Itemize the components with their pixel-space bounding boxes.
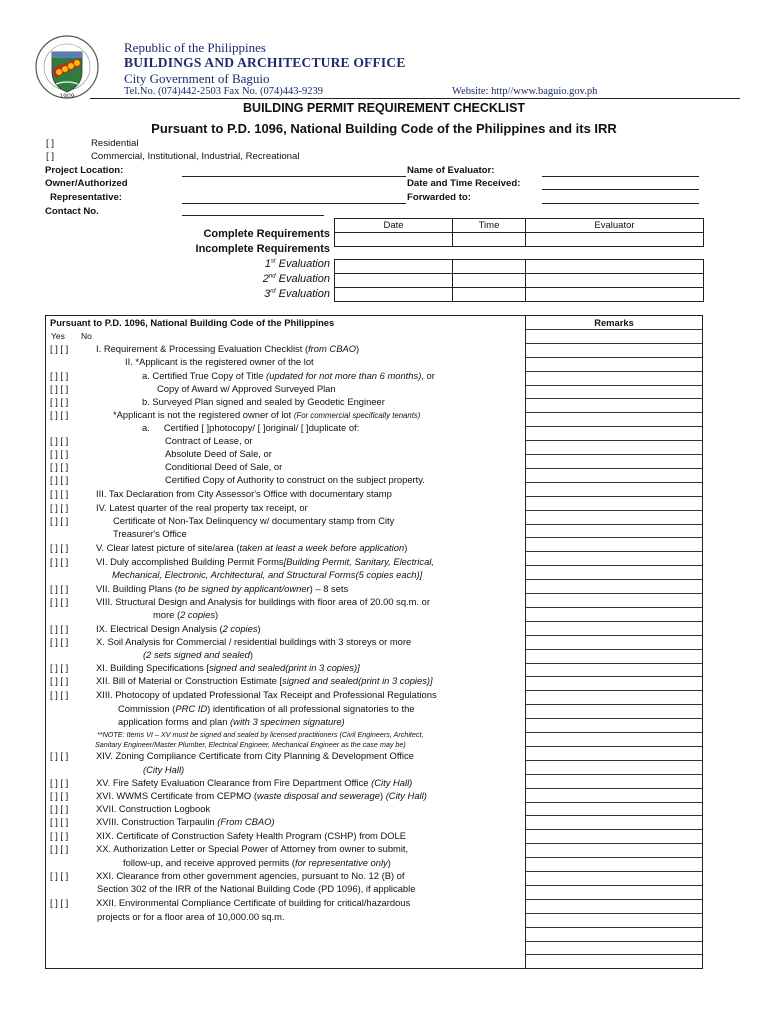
- remarks-line[interactable]: [525, 649, 703, 650]
- remarks-line[interactable]: [525, 774, 703, 775]
- remarks-line[interactable]: [525, 385, 703, 386]
- remarks-line[interactable]: [525, 607, 703, 608]
- remarks-line[interactable]: [525, 593, 703, 594]
- checklist-item-2a-award: [ ] [ ] Copy of Award w/ Approved Surveyed Plan: [50, 383, 336, 394]
- checklist-item-7: [ ] [ ] VII. Building Plans (to be signed by applicant/owner) – 8 sets: [50, 583, 349, 594]
- complete-time-cell[interactable]: [453, 233, 526, 247]
- checklist-item-6: [ ] [ ] VI. Duly accomplished Building Permit Forms[Building Permit, Sanitary, Electrical,: [50, 556, 434, 567]
- checklist-item-4: [ ] [ ] IV. Latest quarter of the real property tax receipt, or: [50, 502, 308, 513]
- remarks-line[interactable]: [525, 468, 703, 469]
- eval1-date-cell[interactable]: [335, 260, 453, 274]
- page-subtitle: Pursuant to P.D. 1096, National Building Code of the Philippines and its IRR: [151, 121, 617, 136]
- label-evaluation-1: 1st Evaluation: [264, 258, 330, 270]
- owner-representative-field[interactable]: [182, 203, 406, 204]
- checklist-item-17: [ ] [ ] XVII. Construction Logbook: [50, 803, 211, 814]
- header-website[interactable]: Website: http//www.baguio.gov.ph: [452, 86, 598, 97]
- checklist-item-13: [ ] [ ] XIII. Photocopy of updated Professional Tax Receipt and Professional Regulations: [50, 689, 437, 700]
- no-header: No: [81, 331, 92, 341]
- checklist-item-1: [ ] [ ] I. Requirement & Processing Evaluation Checklist (from CBAO): [50, 343, 360, 354]
- remarks-line[interactable]: [525, 871, 703, 872]
- remarks-line[interactable]: [525, 357, 703, 358]
- eval3-date-cell[interactable]: [335, 288, 453, 302]
- label-complete-requirements: Complete Requirements: [203, 228, 330, 240]
- remarks-line[interactable]: [525, 788, 703, 789]
- remarks-line[interactable]: [525, 885, 703, 886]
- remarks-line[interactable]: [525, 524, 703, 525]
- remarks-line[interactable]: [525, 676, 703, 677]
- remarks-line[interactable]: [525, 718, 703, 719]
- forwarded-to-field[interactable]: [542, 203, 699, 204]
- remarks-line[interactable]: [525, 829, 703, 830]
- label-owner: Owner/Authorized: [45, 178, 128, 189]
- col-header-date: Date: [335, 219, 453, 233]
- city-seal-logo: [34, 34, 100, 100]
- remarks-line[interactable]: [525, 398, 703, 399]
- checkbox-commercial[interactable]: [ ]: [46, 151, 54, 162]
- checklist-item-3: [ ] [ ] III. Tax Declaration from City Assessor's Office with documentary stamp: [50, 488, 392, 499]
- checklist-item-21b: Section 302 of the IRR of the National Building Code (PD 1096), if applicable: [97, 883, 416, 894]
- checklist-item-4c: Treasurer's Office: [113, 528, 187, 539]
- project-location-field[interactable]: [182, 176, 406, 177]
- checklist-item-10: [ ] [ ] X. Soil Analysis for Commercial / residential buildings with 3 storeys or more: [50, 636, 412, 647]
- checklist-item-2c: [ ] [ ] *Applicant is not the registered owner of lot (For commercial specifically tenants): [50, 409, 421, 420]
- checklist-item-2d: a. Certified [ ]photocopy/ [ ]original/ [ ]duplicate of:: [142, 422, 360, 433]
- note-line-1: **NOTE: Items VI – XV must be signed and sealed by licensed practitioners (Civil Engineers, Architect,: [97, 730, 424, 739]
- label-evaluator-name: Name of Evaluator:: [407, 165, 495, 176]
- remarks-line[interactable]: [525, 537, 703, 538]
- remarks-line[interactable]: [525, 899, 703, 900]
- remarks-line[interactable]: [525, 732, 703, 733]
- remarks-line[interactable]: [525, 927, 703, 928]
- checklist-item-22: [ ] [ ] XXII. Environmental Compliance Certificate of building for critical/hazardous: [50, 897, 411, 908]
- checklist-item-5: [ ] [ ] V. Clear latest picture of site/area (taken at least a week before application): [50, 542, 408, 553]
- checklist-item-20b: follow-up, and receive approved permits (for representative only): [123, 857, 391, 868]
- complete-date-cell[interactable]: [335, 233, 453, 247]
- checklist-item-15: [ ] [ ] XV. Fire Safety Evaluation Clearance from Fire Department Office (City Hall): [50, 777, 413, 788]
- checklist-item-19: [ ] [ ] XIX. Certificate of Construction Safety Health Program (CSHP) from DOLE: [50, 830, 407, 841]
- remarks-line[interactable]: [525, 454, 703, 455]
- checklist-item-conditional-deed: [ ] [ ] Conditional Deed of Sale, or: [50, 461, 283, 472]
- checklist-item-22b: projects or for a floor area of 10,000.00 sq.m.: [97, 911, 285, 922]
- remarks-line[interactable]: [525, 621, 703, 622]
- remarks-line[interactable]: [525, 482, 703, 483]
- remarks-line[interactable]: [525, 440, 703, 441]
- label-representative: Representative:: [50, 192, 122, 203]
- remarks-line[interactable]: [525, 579, 703, 580]
- eval2-evaluator-cell[interactable]: [526, 274, 704, 288]
- header-contact: Tel.No. (074)442-2503 Fax No. (074)443-9239: [124, 86, 324, 97]
- remarks-header: Remarks: [594, 317, 634, 328]
- remarks-line[interactable]: [525, 496, 703, 497]
- checklist-item-9: [ ] [ ] IX. Electrical Design Analysis (2 copies): [50, 623, 261, 634]
- checklist-item-14: [ ] [ ] XIV. Zoning Compliance Certificate from City Planning & Development Office: [50, 750, 414, 761]
- col-header-evaluator: Evaluator: [526, 219, 704, 233]
- remarks-line[interactable]: [525, 843, 703, 844]
- remarks-line[interactable]: [525, 551, 703, 552]
- page-title: BUILDING PERMIT REQUIREMENT CHECKLIST: [243, 101, 525, 115]
- evaluator-name-field[interactable]: [542, 176, 699, 177]
- remarks-line[interactable]: [525, 746, 703, 747]
- eval1-evaluator-cell[interactable]: [526, 260, 704, 274]
- label-commercial: Commercial, Institutional, Industrial, Recreational: [91, 151, 300, 162]
- svg-text:1909: 1909: [59, 93, 75, 100]
- note-line-2: Sanitary Engineer/Master Plumber, Electrical Engineer, Mechanical Engineer as the case may be): [95, 740, 406, 749]
- remarks-line[interactable]: [525, 913, 703, 914]
- eval3-time-cell[interactable]: [453, 288, 526, 302]
- remarks-line[interactable]: [525, 329, 703, 330]
- remarks-line[interactable]: [525, 510, 703, 511]
- remarks-line[interactable]: [525, 857, 703, 858]
- remarks-line[interactable]: [525, 371, 703, 372]
- eval2-date-cell[interactable]: [335, 274, 453, 288]
- contact-no-field[interactable]: [182, 215, 324, 216]
- header-republic: Republic of the Philippines: [124, 40, 266, 55]
- label-evaluation-2: 2nd Evaluation: [262, 273, 330, 285]
- checklist-item-10b: (2 sets signed and sealed): [143, 649, 253, 660]
- complete-evaluator-cell[interactable]: [526, 233, 704, 247]
- header-divider: [90, 98, 740, 99]
- remarks-line[interactable]: [525, 565, 703, 566]
- checklist-item-13b: Commission (PRC ID) identification of all professional signatories to the: [118, 703, 415, 714]
- col-header-time: Time: [453, 219, 526, 233]
- header-city-government: City Government of Baguio: [124, 71, 270, 86]
- checklist-item-4b: [ ] [ ] Certificate of Non-Tax Delinquency w/ documentary stamp from City: [50, 515, 395, 526]
- remarks-line[interactable]: [525, 690, 703, 691]
- checklist-item-8: [ ] [ ] VIII. Structural Design and Analysis for buildings with floor area of 20.00 sq.m. or: [50, 596, 431, 607]
- label-incomplete-requirements: Incomplete Requirements: [195, 243, 330, 255]
- eval3-evaluator-cell[interactable]: [526, 288, 704, 302]
- checklist-item-6b: Mechanical, Electronic, Architectural, and Structural Forms(5 copies each)]: [112, 569, 423, 580]
- eval1-time-cell[interactable]: [453, 260, 526, 274]
- label-evaluation-3: 3rd Evaluation: [264, 288, 330, 300]
- checklist-item-14b: (City Hall): [143, 764, 185, 775]
- checklist-header: Pursuant to P.D. 1096, National Building Code of the Philippines: [50, 317, 335, 328]
- checklist-item-2-heading: II. *Applicant is the registered owner of the lot: [125, 356, 314, 367]
- label-date-time-received: Date and Time Received:: [407, 178, 521, 189]
- checklist-item-contract-lease: [ ] [ ] Contract of Lease, or: [50, 435, 253, 446]
- remarks-line[interactable]: [525, 412, 703, 413]
- label-forwarded-to: Forwarded to:: [407, 192, 471, 203]
- checklist-item-18: [ ] [ ] XVIII. Construction Tarpaulin (From CBAO): [50, 816, 275, 827]
- remarks-line[interactable]: [525, 802, 703, 803]
- remarks-line[interactable]: [525, 760, 703, 761]
- label-project-location: Project Location:: [45, 165, 124, 176]
- checklist-item-16: [ ] [ ] XVI. WWMS Certificate from CEPMO (waste disposal and sewerage) (City Hall): [50, 790, 427, 801]
- yes-header: Yes: [51, 331, 65, 341]
- checklist-item-12: [ ] [ ] XII. Bill of Material or Construction Estimate [signed and sealed(print in 3 copies)]: [50, 675, 433, 686]
- complete-evaluation-table: [334, 218, 704, 247]
- remarks-line[interactable]: [525, 426, 703, 427]
- checklist-item-8b: more (2 copies): [153, 609, 219, 620]
- remarks-line[interactable]: [525, 954, 703, 955]
- remarks-line[interactable]: [525, 343, 703, 344]
- remarks-line[interactable]: [525, 941, 703, 942]
- checklist-item-20: [ ] [ ] XX. Authorization Letter or Special Power of Attorney from owner to submit,: [50, 843, 409, 854]
- eval2-time-cell[interactable]: [453, 274, 526, 288]
- remarks-line[interactable]: [525, 815, 703, 816]
- checklist-item-authority-copy: [ ] [ ] Certified Copy of Authority to construct on the subject property.: [50, 474, 425, 485]
- checklist-item-11: [ ] [ ] XI. Building Specifications [signed and sealed(print in 3 copies)]: [50, 662, 360, 673]
- label-residential: Residential: [91, 138, 139, 149]
- checklist-item-absolute-deed: [ ] [ ] Absolute Deed of Sale, or: [50, 448, 272, 459]
- checkbox-residential[interactable]: [ ]: [46, 138, 54, 149]
- remarks-line[interactable]: [525, 663, 703, 664]
- label-contact-no: Contact No.: [45, 206, 99, 217]
- checklist-item-21: [ ] [ ] XXI. Clearance from other government agencies, pursuant to No. 12 (B) of: [50, 870, 405, 881]
- remarks-line[interactable]: [525, 704, 703, 705]
- checklist-item-2b: [ ] [ ] b. Surveyed Plan signed and sealed by Geodetic Engineer: [50, 396, 385, 407]
- remarks-line[interactable]: [525, 635, 703, 636]
- header-office: BUILDINGS AND ARCHITECTURE OFFICE: [124, 55, 406, 70]
- evaluation-rounds-table: [334, 259, 704, 302]
- checklist-item-13c: application forms and plan (with 3 specimen signature): [118, 716, 345, 727]
- date-time-received-field[interactable]: [542, 189, 699, 190]
- checklist-item-2a: [ ] [ ] a. Certified True Copy of Title (updated for not more than 6 months), or: [50, 370, 435, 381]
